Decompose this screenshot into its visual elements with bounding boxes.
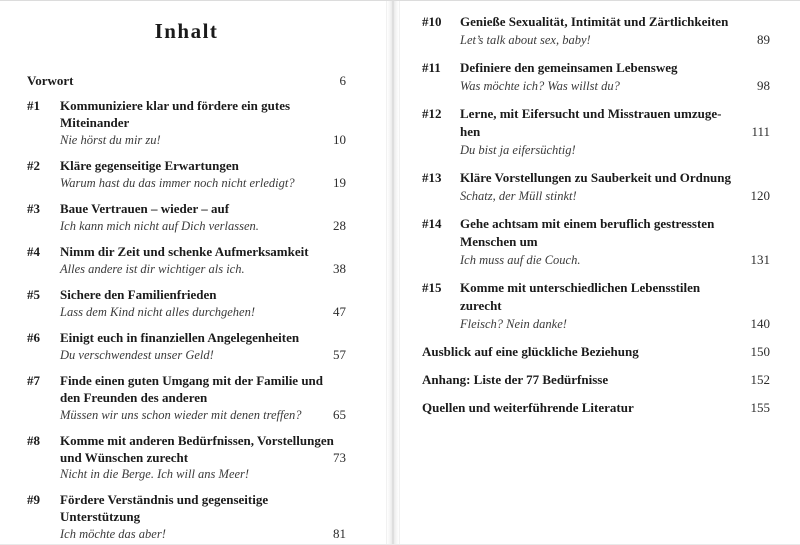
toc-entry xyxy=(27,157,346,192)
chapter-number: #15 xyxy=(422,280,442,295)
entry-title: hen xyxy=(460,124,481,139)
toc-line xyxy=(460,251,770,269)
entry-title: den Freunden des anderen xyxy=(60,390,208,405)
toc-entry-body xyxy=(460,215,770,269)
page-number: 120 xyxy=(750,188,770,203)
page-number: 89 xyxy=(757,32,770,47)
page-number: 65 xyxy=(333,407,346,422)
toc-entry xyxy=(27,97,346,149)
toc-entries-left xyxy=(27,72,346,543)
toc-line xyxy=(60,525,346,543)
entry-title: Unterstützung xyxy=(60,509,141,524)
page-number: 47 xyxy=(333,304,346,319)
toc-entry xyxy=(27,372,346,424)
entry-title: Nimm dir Zeit und schenke Aufmerksamkeit xyxy=(60,244,309,259)
toc-line xyxy=(460,315,770,333)
chapter-number: #14 xyxy=(422,216,442,231)
page-number: 152 xyxy=(750,372,770,387)
toc-entry-body xyxy=(422,399,770,417)
chapter-number: #3 xyxy=(27,201,40,216)
toc-entry-body xyxy=(60,329,346,364)
entry-subtitle: Nicht in die Berge. Ich will ans Meer! xyxy=(60,467,250,481)
toc-entry xyxy=(422,343,770,361)
entry-title: Anhang: Liste der 77 Bedürfnisse xyxy=(422,372,609,387)
entry-subtitle: Nie hörst du mir zu! xyxy=(60,133,161,147)
toc-line xyxy=(460,105,770,123)
entry-title: Quellen und weiterführende Literatur xyxy=(422,400,634,415)
toc-line xyxy=(60,260,346,278)
toc-entry xyxy=(422,399,770,417)
toc-line xyxy=(460,77,770,95)
toc-line xyxy=(460,13,770,31)
entry-title: Sichere den Familienfrieden xyxy=(60,287,217,302)
entry-subtitle: Alles andere ist dir wichtiger als ich. xyxy=(60,262,245,276)
chapter-number: #5 xyxy=(27,287,40,302)
toc-entry xyxy=(27,72,346,89)
entry-title: Gehe achtsam mit einem beruflich gestressten xyxy=(460,216,715,231)
entry-subtitle: Müssen wir uns schon wieder mit denen treffen? xyxy=(60,408,302,422)
entry-title: Fördere Verständnis und gegenseitige xyxy=(60,492,269,507)
page-number: 140 xyxy=(750,316,770,331)
chapter-number: #1 xyxy=(27,98,40,113)
toc-entry-body xyxy=(60,286,346,321)
entry-title: zurecht xyxy=(460,298,502,313)
entry-title: Kläre Vorstellungen zu Sauberkeit und Ordnung xyxy=(460,170,732,185)
toc-line xyxy=(60,466,346,483)
toc-entry-body xyxy=(60,372,346,424)
page-number: 38 xyxy=(333,261,346,276)
toc-line xyxy=(60,372,346,389)
page-number: 73 xyxy=(333,450,346,465)
toc-line xyxy=(60,389,346,406)
page-number: 111 xyxy=(751,124,770,139)
toc-entry-body xyxy=(60,97,346,149)
toc-line xyxy=(60,449,346,466)
toc-entry xyxy=(422,105,770,159)
toc-line xyxy=(460,215,770,233)
page-number: 28 xyxy=(333,218,346,233)
entry-title: Einigt euch in finanziellen Angelegenheiten xyxy=(60,330,300,345)
entry-title: Genieße Sexualität, Intimität und Zärtlichkeiten xyxy=(460,14,729,29)
toc-line xyxy=(60,491,346,508)
page-number: 150 xyxy=(750,344,770,359)
entry-subtitle: Warum hast du das immer noch nicht erledigt? xyxy=(60,176,295,190)
toc-entry xyxy=(27,286,346,321)
toc-line xyxy=(60,329,346,346)
page-number: 19 xyxy=(333,175,346,190)
toc-entry-body xyxy=(460,279,770,333)
toc-entries-right xyxy=(422,13,770,417)
toc-entry-body xyxy=(460,169,770,205)
toc-entry xyxy=(422,59,770,95)
toc-line xyxy=(60,97,346,114)
toc-entry-body xyxy=(60,491,346,543)
toc-line xyxy=(460,169,770,187)
toc-entry-body xyxy=(460,13,770,49)
toc-line xyxy=(60,114,346,131)
toc-entry-body xyxy=(60,157,346,192)
toc-entry-body xyxy=(27,72,346,89)
toc-entry xyxy=(27,491,346,543)
page-number: 155 xyxy=(750,400,770,415)
toc-line xyxy=(60,174,346,192)
toc-entry xyxy=(27,329,346,364)
toc-entry xyxy=(422,215,770,269)
entry-subtitle: Was möchte ich? Was willst du? xyxy=(460,79,620,93)
chapter-number: #4 xyxy=(27,244,40,259)
entry-subtitle: Ich muss auf die Couch. xyxy=(460,253,581,267)
toc-line xyxy=(422,399,770,417)
toc-line xyxy=(60,508,346,525)
toc-entry-body xyxy=(422,343,770,361)
entry-title: Lerne, mit Eifersucht und Misstrauen umzuge- xyxy=(460,106,722,121)
toc-entry xyxy=(422,279,770,333)
toc-entry-body xyxy=(460,105,770,159)
entry-subtitle: Ich möchte das aber! xyxy=(60,527,166,541)
entry-title: und Wünschen zurecht xyxy=(60,450,189,465)
toc-line xyxy=(422,371,770,389)
toc-entry-body xyxy=(460,59,770,95)
toc-entry xyxy=(422,371,770,389)
chapter-number: #8 xyxy=(27,433,40,448)
toc-entry-body xyxy=(60,432,346,483)
toc-line xyxy=(60,406,346,424)
toc-line xyxy=(60,217,346,235)
page-number: 57 xyxy=(333,347,346,362)
toc-line xyxy=(60,303,346,321)
entry-title: Baue Vertrauen – wieder – auf xyxy=(60,201,230,216)
toc-line xyxy=(460,31,770,49)
left-page xyxy=(0,1,386,544)
entry-title: Kläre gegenseitige Erwartungen xyxy=(60,158,239,173)
toc-line xyxy=(60,243,346,260)
toc-entry xyxy=(27,243,346,278)
entry-title: Menschen um xyxy=(460,234,538,249)
page-number: 10 xyxy=(333,132,346,147)
chapter-number: #13 xyxy=(422,170,442,185)
toc-line xyxy=(60,346,346,364)
toc-line xyxy=(422,343,770,361)
toc-title: Inhalt xyxy=(154,19,219,43)
entry-subtitle: Ich kann mich nicht auf Dich verlassen. xyxy=(60,219,259,233)
chapter-number: #10 xyxy=(422,14,442,29)
toc-line xyxy=(60,286,346,303)
toc-line xyxy=(460,59,770,77)
entry-subtitle: Let’s talk about sex, baby! xyxy=(460,33,591,47)
entry-title: Definiere den gemeinsamen Lebensweg xyxy=(460,60,678,75)
entry-subtitle: Fleisch? Nein danke! xyxy=(460,317,567,331)
entry-title: Miteinander xyxy=(60,115,130,130)
entry-subtitle: Lass dem Kind nicht alles durchgehen! xyxy=(60,305,256,319)
toc-line xyxy=(460,279,770,297)
toc-line xyxy=(27,72,346,89)
toc-line xyxy=(60,131,346,149)
toc-line xyxy=(460,187,770,205)
chapter-number: #11 xyxy=(422,60,441,75)
entry-title: Komme mit anderen Bedürfnissen, Vorstellungen xyxy=(60,433,334,448)
chapter-number: #6 xyxy=(27,330,40,345)
toc-line xyxy=(460,141,770,159)
toc-entry xyxy=(27,200,346,235)
chapter-number: #12 xyxy=(422,106,442,121)
entry-title: Vorwort xyxy=(27,73,74,88)
page-number: 131 xyxy=(750,252,770,267)
entry-title: Ausblick auf eine glückliche Beziehung xyxy=(422,344,639,359)
toc-line xyxy=(460,123,770,141)
chapter-number: #9 xyxy=(27,492,40,507)
entry-subtitle: Du verschwendest unser Geld! xyxy=(60,348,214,362)
toc-entry xyxy=(422,13,770,49)
toc-entry xyxy=(422,169,770,205)
toc-line xyxy=(460,297,770,315)
entry-subtitle: Du bist ja eifersüchtig! xyxy=(460,143,576,157)
toc-entry xyxy=(27,432,346,483)
chapter-number: #7 xyxy=(27,373,40,388)
right-page xyxy=(400,1,800,544)
page-number: 98 xyxy=(757,78,770,93)
toc-line xyxy=(460,233,770,251)
entry-title: Komme mit unterschiedlichen Lebensstilen xyxy=(460,280,701,295)
toc-entry-body xyxy=(60,243,346,278)
entry-subtitle: Schatz, der Müll stinkt! xyxy=(460,189,577,203)
page-number: 6 xyxy=(339,73,346,88)
toc-line xyxy=(60,432,346,449)
entry-title: Finde einen guten Umgang mit der Familie und xyxy=(60,373,324,388)
entry-title: Kommuniziere klar und fördere ein gutes xyxy=(60,98,291,113)
toc-entry-body xyxy=(422,371,770,389)
chapter-number: #2 xyxy=(27,158,40,173)
page-number: 81 xyxy=(333,526,346,541)
toc-line xyxy=(60,200,346,217)
toc-entry-body xyxy=(60,200,346,235)
book-spine xyxy=(386,1,400,544)
toc-line xyxy=(60,157,346,174)
